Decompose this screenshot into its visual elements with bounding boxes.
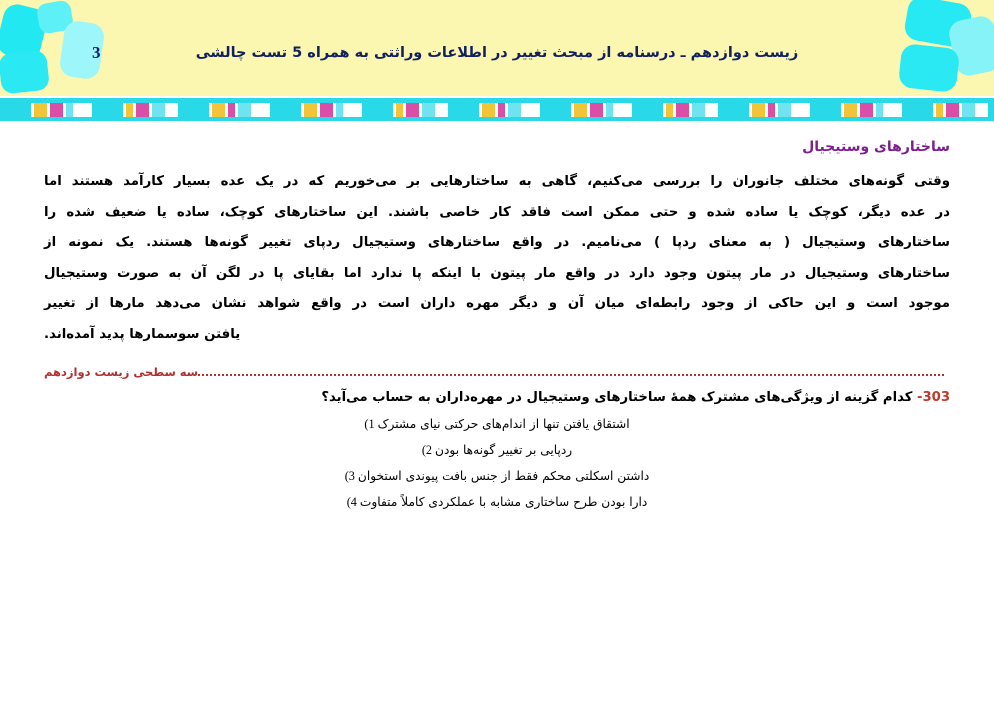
- ribbon-tooth: [0, 103, 31, 117]
- ribbon-tooth: [666, 103, 673, 117]
- ribbon-tooth: [936, 103, 943, 117]
- ribbon-tooth: [778, 103, 791, 117]
- ribbon-tooth: [794, 103, 807, 117]
- paragraph-line: ساختارهای وستیجیال در مار پیتون وجود دارد در واقع مار پیتون با اینکه پا ندارد اما بقایای پا در لگن آن به صورت وستیجیال: [44, 265, 950, 281]
- ribbon-teeth: [0, 103, 994, 117]
- paragraph-line: یافتن سوسمارها پدید آمده‌اند.: [44, 326, 241, 342]
- page-number: 3: [92, 43, 101, 62]
- page-content: [0, 122, 994, 510]
- page-header: [0, 0, 994, 96]
- answer-option[interactable]: [0, 469, 994, 484]
- source-divider: [44, 364, 950, 384]
- ribbon-tooth: [540, 103, 571, 117]
- question-body: کدام گزینه از ویژگی‌های مشترک همهٔ ساختارهای وستیجیال در مهره‌داران به حساب می‌آید؟: [321, 390, 913, 406]
- ribbon-tooth: [718, 103, 749, 117]
- ribbon-bar-bottom: [0, 117, 994, 121]
- ribbon-tooth: [336, 103, 343, 117]
- body-paragraph: [44, 167, 950, 350]
- section-title: ساختارهای وستیجیال: [802, 139, 950, 155]
- ribbon-tooth: [178, 103, 209, 117]
- ribbon-tooth: [886, 103, 899, 117]
- ribbon-tooth: [844, 103, 857, 117]
- ribbon-tooth: [168, 103, 175, 117]
- ribbon-tooth: [136, 103, 149, 117]
- answer-option-text: ردپایی بر تغییر گونه‌ها بودن: [435, 443, 573, 458]
- ribbon-tooth: [616, 103, 629, 117]
- paragraph-line: در عده دیگر، کوچک یا ساده شده و حتی ممکن است فاقد کار خاصی باشند. این ساختارهای کوچک، ساده یا ضعیف شده را: [44, 204, 950, 220]
- ribbon-tooth: [752, 103, 765, 117]
- question-text: [44, 390, 950, 405]
- ribbon-tooth: [50, 103, 63, 117]
- source-label: سه سطحی زیست دوازدهم: [44, 365, 199, 380]
- ribbon-tooth: [362, 103, 393, 117]
- ribbon-tooth: [978, 103, 985, 117]
- ribbon-tooth: [320, 103, 333, 117]
- decorative-ribbon: [0, 96, 994, 122]
- answer-option-number: 4): [346, 495, 360, 510]
- ribbon-tooth: [76, 103, 89, 117]
- ribbon-tooth: [238, 103, 251, 117]
- ribbon-tooth: [708, 103, 715, 117]
- ribbon-tooth: [590, 103, 603, 117]
- answer-option-number: 3): [344, 469, 358, 484]
- ribbon-tooth: [632, 103, 663, 117]
- ribbon-tooth: [988, 103, 994, 117]
- question-number: 303-: [916, 390, 950, 406]
- ribbon-tooth: [126, 103, 133, 117]
- ribbon-tooth: [946, 103, 959, 117]
- ribbon-tooth: [962, 103, 975, 117]
- ribbon-tooth: [422, 103, 435, 117]
- ribbon-tooth: [498, 103, 505, 117]
- ribbon-tooth: [606, 103, 613, 117]
- answer-option[interactable]: [0, 417, 994, 432]
- ribbon-tooth: [508, 103, 521, 117]
- ribbon-tooth: [92, 103, 123, 117]
- answer-option-number: 1): [364, 417, 378, 432]
- page-title: زیست دوازدهم ـ درسنامه از مبحث تغییر در اطلاعات وراثتی به همراه 5 تست چالشی: [195, 45, 799, 61]
- answer-option[interactable]: [0, 495, 994, 510]
- ribbon-tooth: [810, 103, 841, 117]
- answer-option[interactable]: [0, 443, 994, 458]
- ribbon-tooth: [254, 103, 267, 117]
- ribbon-tooth: [34, 103, 47, 117]
- ribbon-tooth: [152, 103, 165, 117]
- dotted-rule: [198, 364, 944, 376]
- ribbon-tooth: [676, 103, 689, 117]
- paragraph-line: وقتی گونه‌های مختلف جانوران را بررسی می‌کنیم، گاهی به ساختارهایی بر می‌خوریم که در یک عده بسیار کارآمد هستند اما: [44, 174, 950, 189]
- ribbon-tooth: [212, 103, 225, 117]
- ribbon-tooth: [228, 103, 235, 117]
- ribbon-tooth: [304, 103, 317, 117]
- ribbon-tooth: [524, 103, 537, 117]
- ribbon-tooth: [692, 103, 705, 117]
- ribbon-tooth: [876, 103, 883, 117]
- ribbon-tooth: [482, 103, 495, 117]
- ribbon-tooth: [66, 103, 73, 117]
- ribbon-tooth: [406, 103, 419, 117]
- ribbon-tooth: [574, 103, 587, 117]
- ribbon-tooth: [448, 103, 479, 117]
- answer-option-text: دارا بودن طرح ساختاری مشابه با عملکردی کاملاً متفاوت: [359, 495, 648, 510]
- ribbon-tooth: [270, 103, 301, 117]
- ribbon-tooth: [768, 103, 775, 117]
- paragraph-line: موجود است و این حاکی از وجود رابطه‌ای میان آن و دیگر مهره داران است در واقع شواهد نشان می‌دهد مارها از تغییر: [44, 296, 950, 312]
- ribbon-tooth: [902, 103, 933, 117]
- answer-option-text: اشتقاق یافتن تنها از اندام‌های حرکتی نیای مشترک: [377, 417, 630, 432]
- answer-option-number: 2): [421, 443, 436, 458]
- ribbon-tooth: [396, 103, 403, 117]
- ribbon-tooth: [346, 103, 359, 117]
- answer-option-text: داشتن اسکلتی محکم فقط از جنس بافت پیوندی استخوان: [357, 469, 650, 484]
- ribbon-tooth: [438, 103, 445, 117]
- paragraph-line: ساختارهای وستیجیال ( به معنای ردپا ) می‌نامیم. در واقع ساختارهای وستیجیال ردپای تغییر گونه‌ها هستند. یک نمونه از: [44, 235, 950, 251]
- ribbon-tooth: [860, 103, 873, 117]
- answer-options-list: [0, 417, 994, 510]
